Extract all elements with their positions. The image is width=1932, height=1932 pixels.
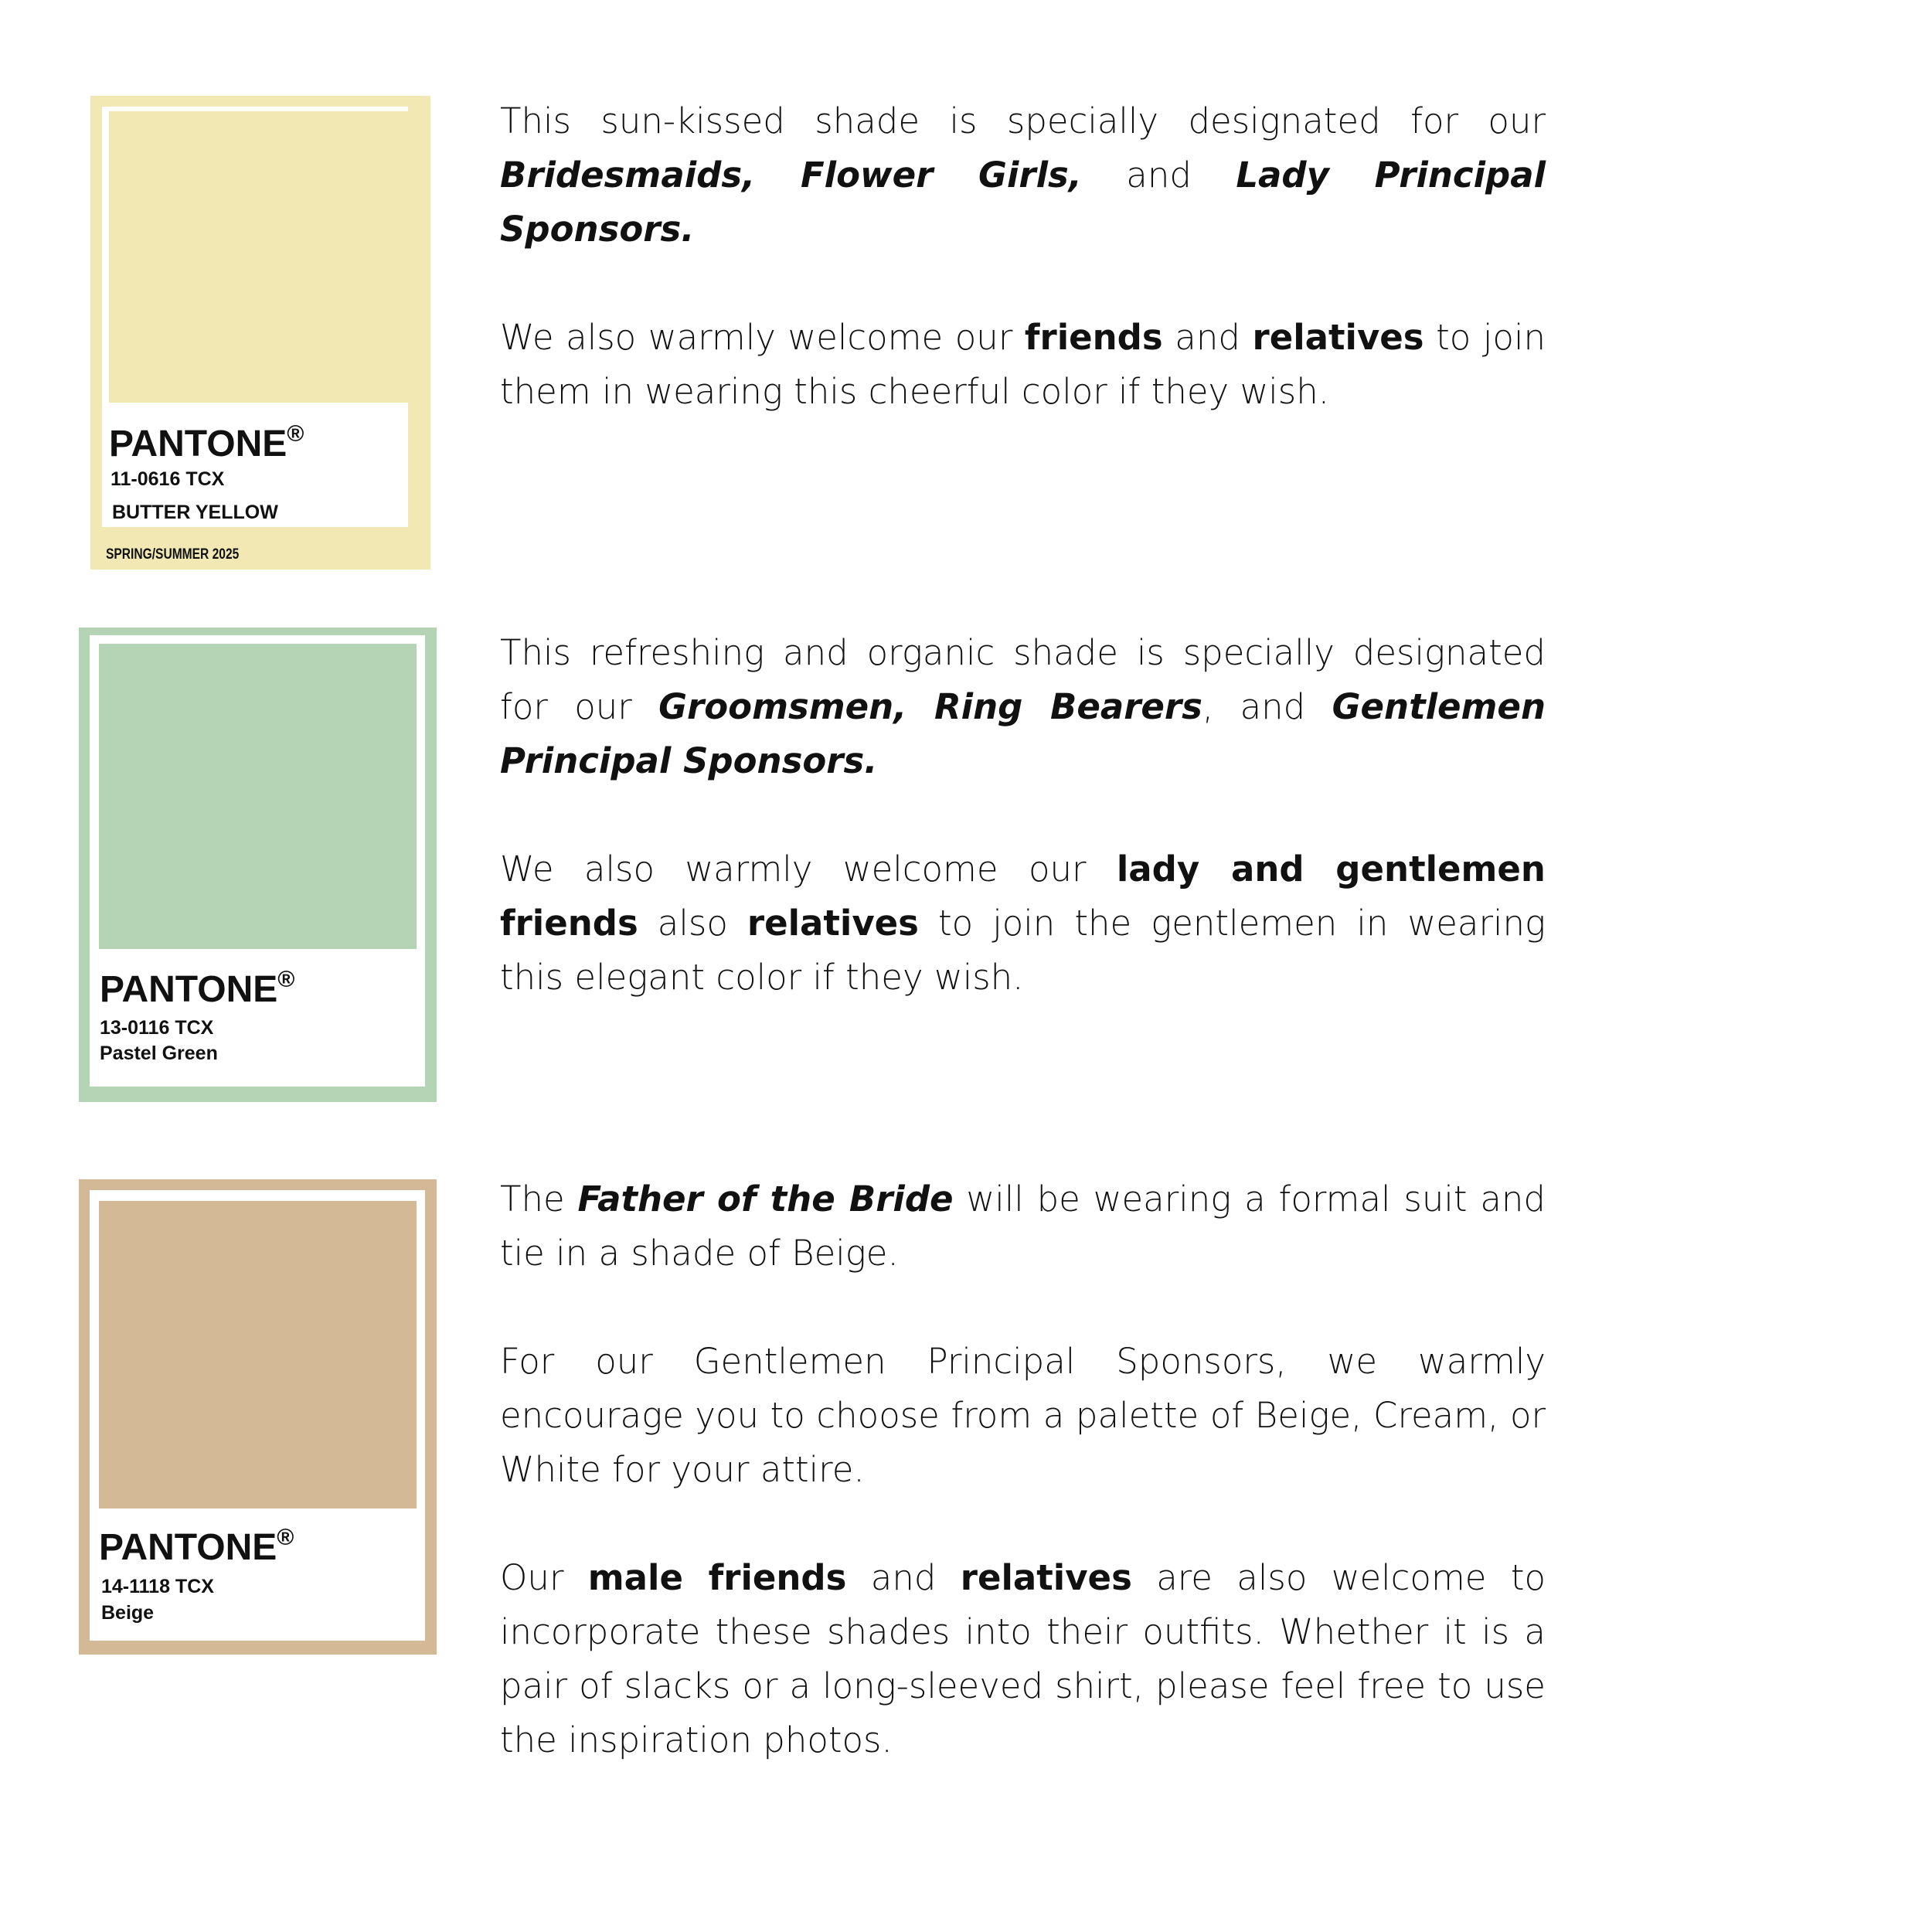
- paragraph: [500, 1172, 1546, 1281]
- emphasis-text: Lady Principal Sponsors.: [500, 155, 1546, 250]
- paragraph: [500, 1335, 1546, 1497]
- text-run: and: [846, 1557, 961, 1598]
- emphasis-text: relatives: [1252, 317, 1424, 358]
- pantone-brand: PANTONE®: [100, 967, 295, 1010]
- text-run: , and: [1202, 686, 1332, 727]
- pantone-swatch-beige: [79, 1179, 437, 1655]
- text-run: Our: [500, 1557, 588, 1598]
- text-run: This refreshing and organic shade is specially designated for our: [500, 632, 1546, 727]
- color-chip: [99, 644, 417, 949]
- emphasis-text: lady and gentlemen friends: [500, 849, 1546, 944]
- pantone-swatch-pastel-green: [79, 628, 437, 1102]
- emphasis-text: Bridesmaids, Flower Girls,: [500, 155, 1082, 196]
- emphasis-text: relatives: [747, 903, 919, 944]
- text-run: We also warmly welcome our: [500, 849, 1117, 889]
- emphasis-text: Father of the Bride: [577, 1179, 954, 1219]
- text-run: We also warmly welcome our: [500, 317, 1025, 358]
- paragraph: [500, 626, 1546, 788]
- pantone-brand: PANTONE®: [99, 1525, 294, 1568]
- pantone-color-name: Beige: [101, 1602, 155, 1624]
- text-run: to join the gentlemen in wearing this elegant color if they wish.: [500, 903, 1546, 998]
- pantone-color-name: BUTTER YELLOW: [112, 502, 278, 523]
- emphasis-text: relatives: [960, 1557, 1132, 1598]
- pantone-color-name: Pastel Green: [100, 1043, 218, 1064]
- emphasis-text: Groomsmen, Ring Bearers: [658, 686, 1202, 727]
- text-run: are also welcome to incorporate these shades into their outfits. Whether it is a pair of slacks or a long-sleeved shirt, please feel free to use the inspiration photos.: [500, 1557, 1546, 1760]
- pantone-code: 11-0616 TCX: [111, 468, 225, 490]
- paragraph: [500, 94, 1546, 257]
- emphasis-text: male friends: [587, 1557, 847, 1598]
- paragraph: [500, 842, 1546, 1005]
- pantone-season: SPRING/SUMMER 2025: [106, 546, 240, 563]
- dress-code-text-yellow: [500, 94, 1546, 419]
- text-run: will be wearing a formal suit and tie in a shade of Beige.: [500, 1179, 1546, 1274]
- pantone-swatch-butter-yellow: [90, 96, 430, 570]
- text-run: also: [638, 903, 747, 944]
- paragraph: [500, 1551, 1546, 1767]
- dress-code-text-green: [500, 626, 1546, 1005]
- text-run: and: [1081, 155, 1236, 196]
- emphasis-text: Gentlemen Principal Sponsors.: [500, 686, 1546, 781]
- paragraph: [500, 311, 1546, 419]
- text-run: For our Gentlemen Principal Sponsors, we warmly encourage you to choose from a palette of Beige, Cream, or White for your attire.: [500, 1341, 1546, 1490]
- emphasis-text: friends: [1024, 317, 1163, 358]
- pantone-code: 13-0116 TCX: [100, 1017, 214, 1039]
- color-chip: [99, 1201, 417, 1509]
- pantone-brand: PANTONE®: [109, 421, 304, 464]
- text-run: and: [1162, 317, 1253, 358]
- pantone-code: 14-1118 TCX: [101, 1576, 214, 1597]
- text-run: This sun-kissed shade is specially designated for our: [500, 100, 1546, 141]
- dress-code-text-beige: [500, 1172, 1546, 1767]
- text-run: to join them in wearing this cheerful color if they wish.: [500, 317, 1546, 412]
- color-chip: [109, 111, 414, 403]
- text-run: The: [500, 1179, 578, 1219]
